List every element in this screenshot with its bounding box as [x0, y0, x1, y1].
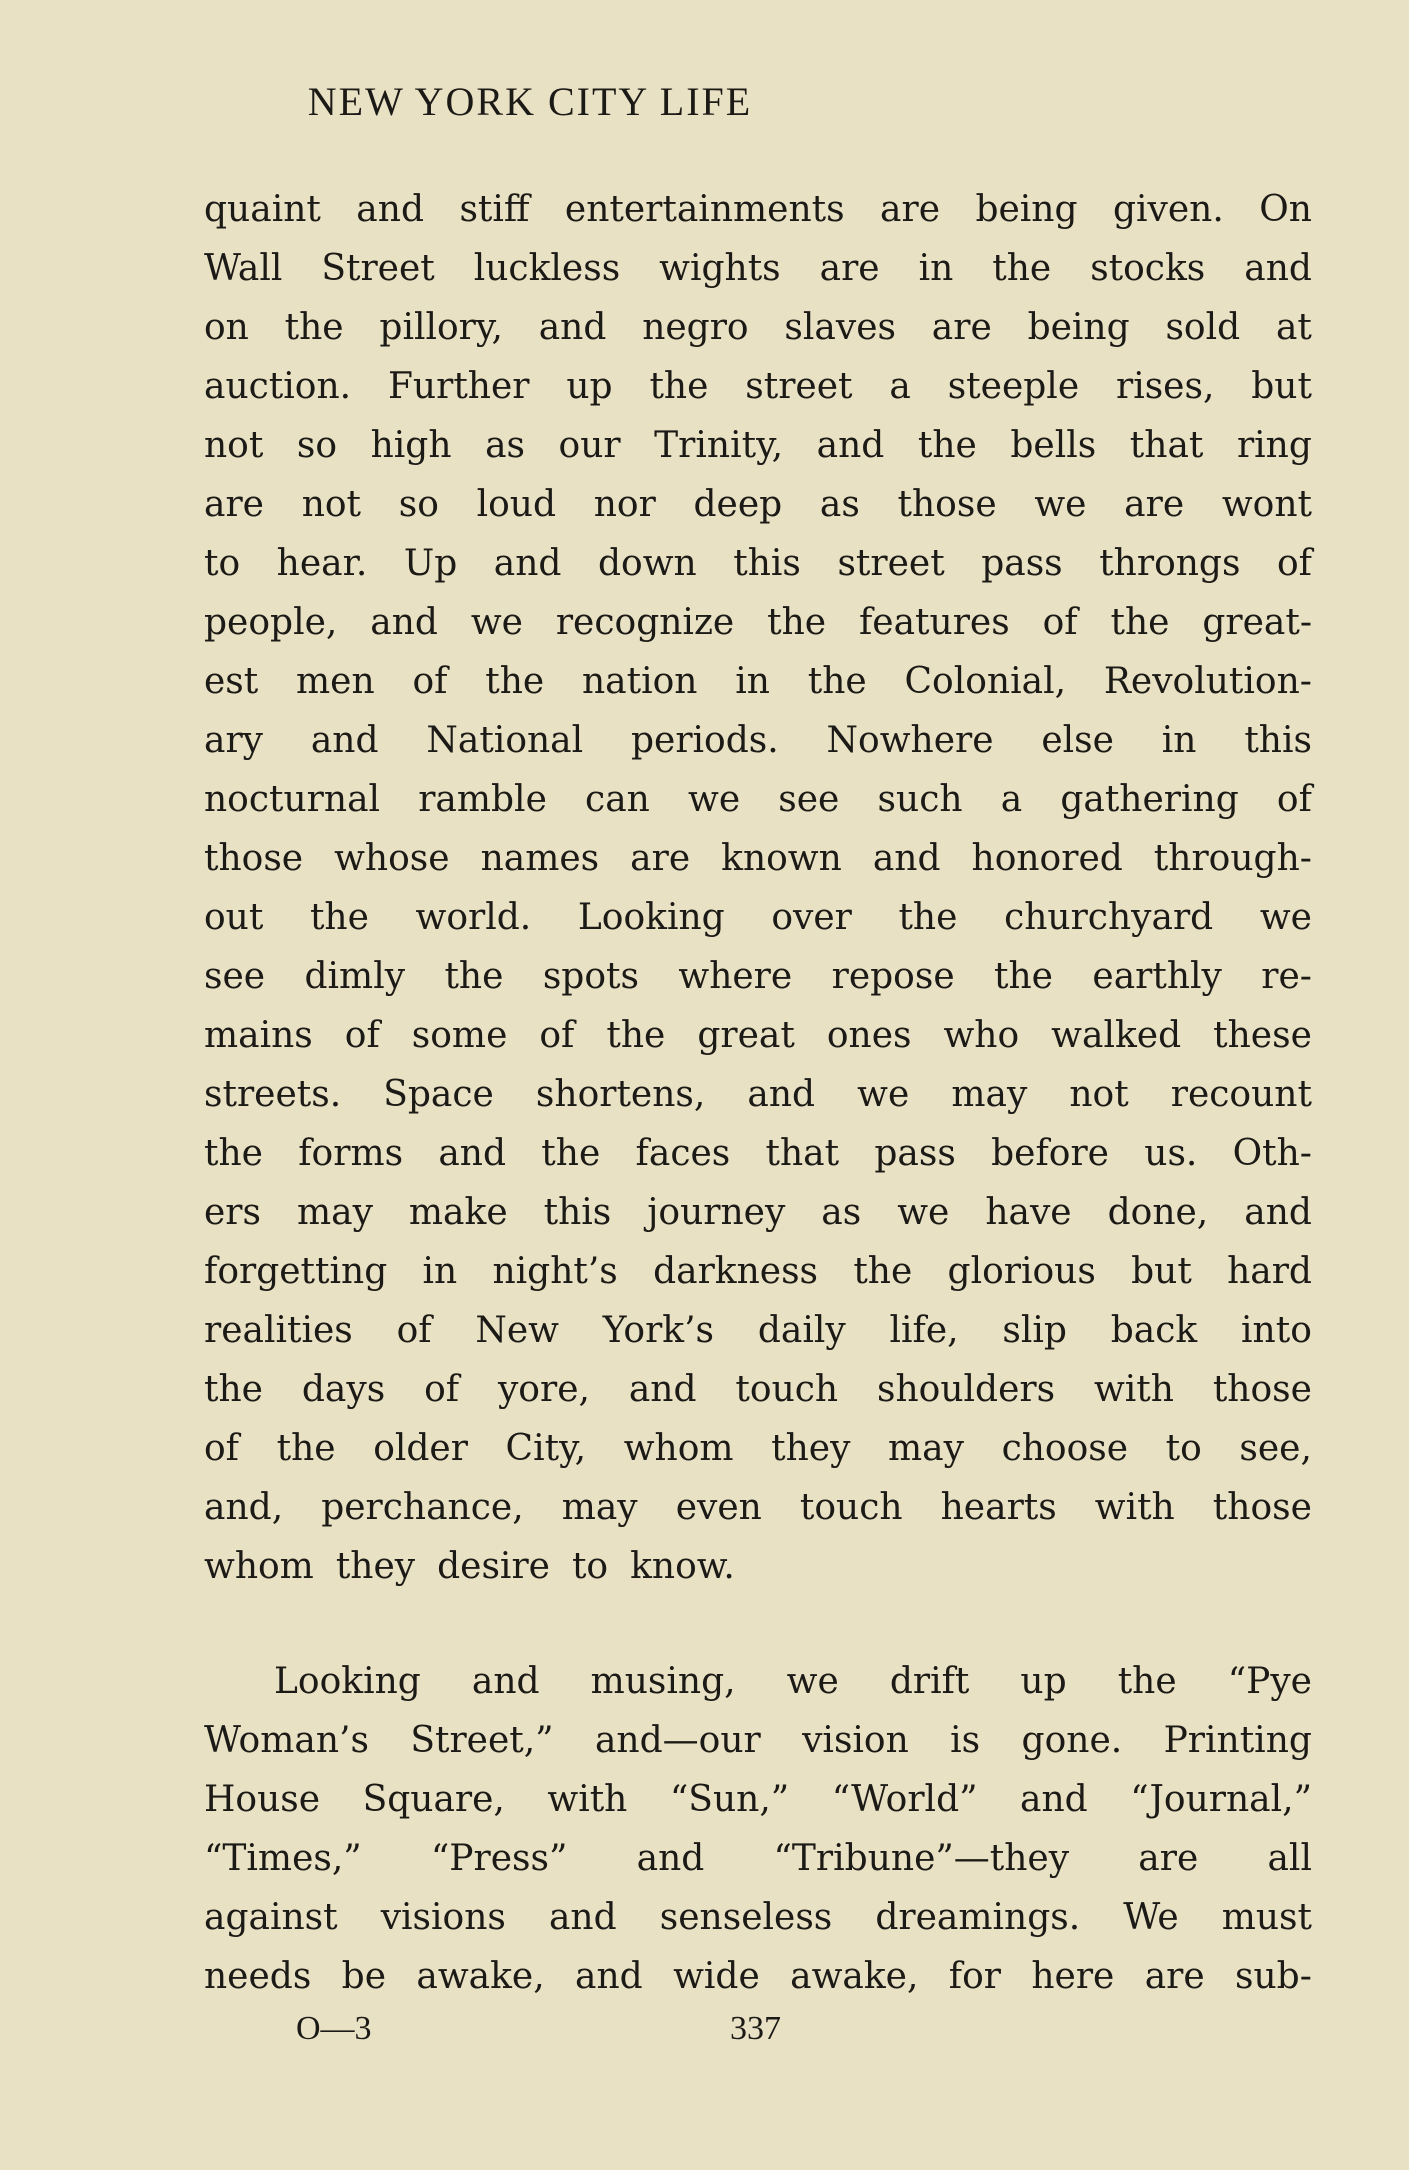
- text-line: whom they desire to know.: [204, 1546, 735, 1587]
- text-line: ary and National periods. Nowhere else in this: [204, 720, 1312, 761]
- text-line: those whose names are known and honored through-: [204, 838, 1312, 879]
- text-line: people, and we recognize the features of the great-: [204, 602, 1312, 643]
- text-line: are not so loud nor deep as those we are wont: [204, 484, 1312, 525]
- text-line: House Square, with “Sun,” “World” and “Journal,”: [204, 1779, 1312, 1820]
- paragraph: [204, 1652, 1312, 2006]
- text-line: nocturnal ramble can we see such a gathering of: [204, 779, 1312, 820]
- paragraph-gap: [204, 1596, 1312, 1652]
- text-line: forgetting in night’s darkness the glorious but hard: [204, 1251, 1312, 1292]
- text-line: mains of some of the great ones who walked these: [204, 1015, 1312, 1056]
- text-line: of the older City, whom they may choose to see,: [204, 1428, 1312, 1469]
- text-line: out the world. Looking over the churchyard we: [204, 897, 1312, 938]
- text-line: Wall Street luckless wights are in the stocks and: [204, 248, 1312, 289]
- text-line: on the pillory, and negro slaves are being sold at: [204, 307, 1312, 348]
- text-line: est men of the nation in the Colonial, Revolution-: [204, 661, 1312, 702]
- body-text: [204, 180, 1312, 2006]
- text-line: ers may make this journey as we have done, and: [204, 1192, 1312, 1233]
- page-number: 337: [730, 2010, 781, 2047]
- text-line: Looking and musing, we drift up the “Pye: [274, 1661, 1312, 1702]
- text-line: realities of New York’s daily life, slip back into: [204, 1310, 1312, 1351]
- text-line: auction. Further up the street a steeple rises, but: [204, 366, 1312, 407]
- text-line: needs be awake, and wide awake, for here are sub-: [204, 1956, 1312, 1997]
- paragraph: [204, 180, 1312, 1596]
- text-line: quaint and stiff entertainments are being given. On: [204, 189, 1312, 230]
- text-line: the days of yore, and touch shoulders with those: [204, 1369, 1312, 1410]
- signature-mark: O—3: [296, 2010, 372, 2047]
- text-line: the forms and the faces that pass before us. Oth-: [204, 1133, 1312, 1174]
- text-line: streets. Space shortens, and we may not recount: [204, 1074, 1312, 1115]
- text-line: to hear. Up and down this street pass throngs of: [204, 543, 1312, 584]
- text-line: against visions and senseless dreamings. We must: [204, 1897, 1312, 1938]
- text-line: Woman’s Street,” and—our vision is gone. Printing: [204, 1720, 1312, 1761]
- text-line: and, perchance, may even touch hearts with those: [204, 1487, 1312, 1528]
- running-head: NEW YORK CITY LIFE: [307, 79, 753, 124]
- text-line: not so high as our Trinity, and the bells that ring: [204, 425, 1312, 466]
- text-line: see dimly the spots where repose the earthly re-: [204, 956, 1312, 997]
- text-line: “Times,” “Press” and “Tribune”—they are all: [204, 1838, 1312, 1879]
- page-footer: [0, 2010, 1409, 2060]
